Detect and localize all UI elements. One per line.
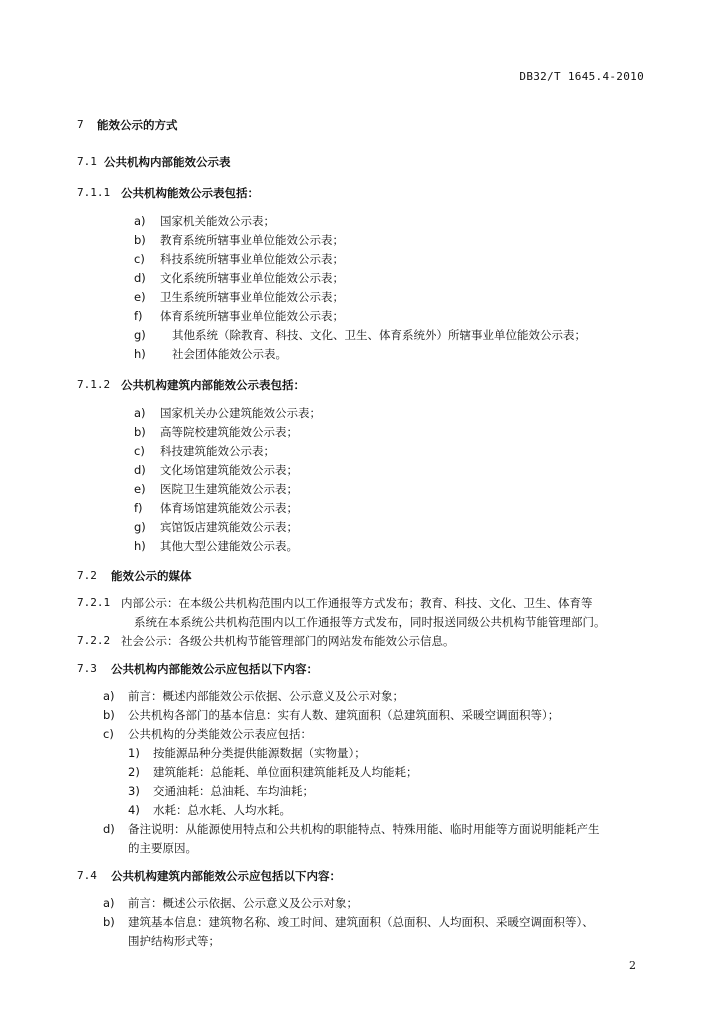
- list-item-label: c): [134, 252, 145, 266]
- sub-item-label: 1): [128, 746, 140, 760]
- list-item-label: b): [103, 708, 115, 722]
- list-item-label: a): [134, 406, 146, 420]
- list-item-label: b): [134, 425, 146, 439]
- clause-number: 7.2.2: [77, 634, 111, 647]
- list-item: 文化场馆建筑能效公示表；: [160, 463, 298, 477]
- list-item-label: b): [134, 233, 146, 247]
- list-item-label: h): [134, 539, 146, 553]
- clause-title: 公共机构能效公示表包括：: [121, 186, 259, 200]
- page-number: 2: [629, 959, 636, 972]
- list-item-label: f): [134, 309, 143, 323]
- list-item-label: f): [134, 501, 143, 515]
- sub-item: 按能源品种分类提供能源数据（实物量）；: [153, 746, 366, 760]
- sub-item-label: 4): [128, 803, 140, 817]
- list-item-label: g): [134, 520, 146, 534]
- paragraph-line: 围护结构形式等；: [128, 934, 220, 948]
- list-item: 前言：概述公示依据、公示意义及公示对象；: [128, 896, 358, 910]
- section-number: 7: [77, 118, 84, 131]
- paragraph-line: 的主要原因。: [128, 841, 197, 855]
- list-item-label: e): [134, 290, 146, 304]
- list-item-label: b): [103, 915, 115, 929]
- list-item-label: a): [134, 214, 146, 228]
- document-code: DB32/T 1645.4-2010: [519, 70, 644, 83]
- paragraph-line: 社会公示：各级公共机构节能管理部门的网站发布能效公示信息。: [121, 634, 455, 648]
- clause-number: 7.2.1: [77, 596, 111, 609]
- subsection-number: 7.1: [77, 155, 97, 168]
- list-item: 其他大型公建能效公示表。: [160, 539, 298, 553]
- list-item-label: d): [134, 463, 146, 477]
- list-item-label: e): [134, 482, 146, 496]
- list-item: 宾馆饭店建筑能效公示表；: [160, 520, 298, 534]
- list-item: 公共机构的分类能效公示表应包括：: [128, 727, 312, 741]
- subsection-title: 公共机构内部能效公示应包括以下内容：: [111, 662, 318, 676]
- list-item: 体育场馆建筑能效公示表；: [160, 501, 298, 515]
- list-item-label: g): [134, 328, 146, 342]
- list-item: 卫生系统所辖事业单位能效公示表；: [160, 290, 344, 304]
- list-item: 医院卫生建筑能效公示表；: [160, 482, 298, 496]
- subsection-title: 公共机构建筑内部能效公示应包括以下内容：: [111, 869, 341, 883]
- list-item: 公共机构各部门的基本信息：实有人数、建筑面积（总建筑面积、采暖空调面积等）；: [128, 708, 560, 722]
- list-item-label: a): [103, 689, 115, 703]
- subsection-title: 能效公示的媒体: [111, 569, 192, 583]
- list-item: 教育系统所辖事业单位能效公示表；: [160, 233, 344, 247]
- sub-item: 建筑能耗：总能耗、单位面积建筑能耗及人均能耗；: [153, 765, 418, 779]
- sub-item-label: 3): [128, 784, 140, 798]
- list-item: 前言：概述内部能效公示依据、公示意义及公示对象；: [128, 689, 404, 703]
- subsection-number: 7.3: [77, 662, 97, 675]
- list-item-label: d): [103, 822, 115, 836]
- paragraph-line: 系统在本系统公共机构范围内以工作通报等方式发布，同时报送同级公共机构节能管理部门。: [134, 615, 606, 629]
- list-item-label: c): [103, 727, 114, 741]
- list-item: 体育系统所辖事业单位能效公示表；: [160, 309, 344, 323]
- list-item-label: c): [134, 444, 145, 458]
- list-item: 科技系统所辖事业单位能效公示表；: [160, 252, 344, 266]
- list-item: 文化系统所辖事业单位能效公示表；: [160, 271, 344, 285]
- list-item: 国家机关办公建筑能效公示表；: [160, 406, 321, 420]
- subsection-number: 7.4: [77, 869, 97, 882]
- clause-number: 7.1.1: [77, 186, 111, 199]
- list-item-label: d): [134, 271, 146, 285]
- subsection-number: 7.2: [77, 569, 97, 582]
- sub-item: 交通油耗：总油耗、车均油耗；: [153, 784, 314, 798]
- list-item: 高等院校建筑能效公示表；: [160, 425, 298, 439]
- section-title: 能效公示的方式: [97, 118, 178, 132]
- paragraph-line: 建筑基本信息：建筑物名称、竣工时间、建筑面积（总面积、人均面积、采暖空调面积等）、: [128, 915, 594, 929]
- paragraph-line: 内部公示：在本级公共机构范围内以工作通报等方式发布；教育、科技、文化、卫生、体育等: [121, 596, 593, 610]
- list-item: 科技建筑能效公示表；: [160, 444, 275, 458]
- list-item-label: a): [103, 896, 115, 910]
- list-item-label: h): [134, 347, 146, 361]
- list-item: 社会团体能效公示表。: [172, 347, 287, 361]
- sub-item: 水耗：总水耗、人均水耗。: [153, 803, 291, 817]
- paragraph-line: 备注说明：从能源使用特点和公共机构的职能特点、特殊用能、临时用能等方面说明能耗产生: [128, 822, 600, 836]
- subsection-title: 公共机构内部能效公示表: [104, 155, 231, 169]
- clause-title: 公共机构建筑内部能效公示表包括：: [121, 378, 305, 392]
- clause-number: 7.1.2: [77, 378, 111, 391]
- list-item: 国家机关能效公示表；: [160, 214, 275, 228]
- list-item: 其他系统（除教育、科技、文化、卫生、体育系统外）所辖事业单位能效公示表；: [172, 328, 586, 342]
- sub-item-label: 2): [128, 765, 140, 779]
